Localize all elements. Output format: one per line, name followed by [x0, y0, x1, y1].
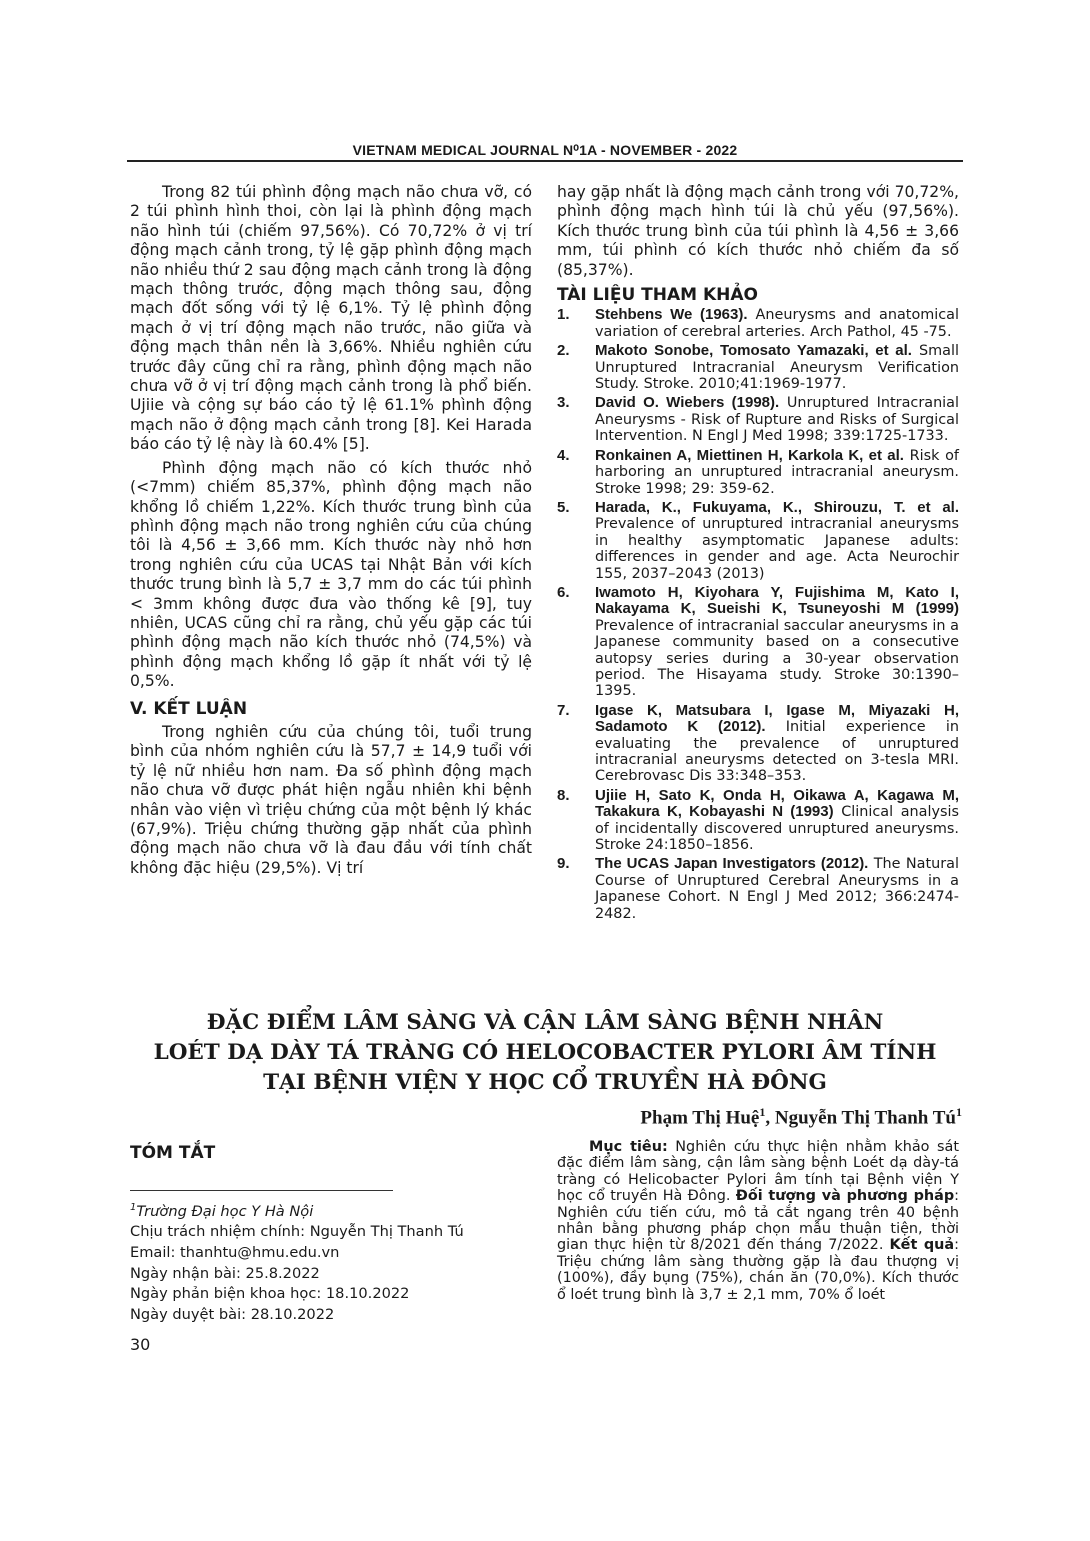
author-name: Nguyễn Thị Thanh Tú: [774, 1107, 956, 1129]
left-column: [130, 183, 532, 882]
footnotes: [130, 1198, 532, 1325]
title-line: LOÉT DẠ DÀY TÁ TRÀNG CÓ HELOCOBACTER PYLORI ÂM TÍNH: [153, 1040, 937, 1065]
discussion-paragraph-1: Trong 82 túi phình động mạch não chưa vỡ, có 2 túi phình hình thoi, còn lại là phình động mạch não hình túi (chiếm 97,56%). Có 70,72% ở vị trí động mạch cảnh trong, tỷ lệ gặp phình động mạch não nhiều thứ 2 sau động mạch cảnh trong là động mạch thông trước, động mạch thông sau, động mạch đốt sống với tỷ lệ 6,1%. Tỷ lệ phình động mạch ở vị trí động mạch não trước, não giữa và động mạch thân nền là 3,66%. Nhiều nghiên cứu trước đây cũng chỉ ra rằng, phình động mạch não chưa vỡ ở vị trí động mạch cảnh trong là phổ biến. Ujiie và cộng sự báo cáo tỷ lệ 61.1% phình động mạch não ở động mạch cảnh trong [8]. Kei Harada báo cáo tỷ lệ này là 60.4% [5].: [130, 183, 532, 454]
header-rule: [127, 160, 963, 162]
abstract-text-objective: Nghiên cứu thực hiện nhằm khảo sát đặc điểm lâm sàng, cận lâm sàng bệnh Loét dạ dày-tá tràng có Helicobacter Pylori âm tính tại Bệnh viện Y học cổ truyền Hà Đông.: [557, 1139, 959, 1205]
reference-number: 6.: [557, 583, 570, 601]
article-title: [127, 1008, 963, 1098]
reference-item: [557, 395, 959, 444]
footnote-rule: [130, 1190, 393, 1191]
abstract-label-objective: Mục tiêu:: [589, 1139, 668, 1155]
reference-text: The Natural Course of Unruptured Cerebral Aneurysms in a Japanese Cohort. N Engl J Med 2012; 366:2474-2482.: [595, 856, 959, 922]
reference-item: [557, 703, 959, 785]
abstract-text-results: : Triệu chứng lâm sàng thường gặp là đau thượng vị (100%), đầy bụng (75%), chán ăn (70,0%). Kích thước ổ loét trung bình là 3,7 ± 2,1 mm, 70% ổ loét: [557, 1237, 960, 1303]
footnote-affiliation: [130, 1198, 532, 1222]
reference-authors: The UCAS Japan Investigators (2012).: [595, 855, 869, 873]
reference-number: 8.: [557, 786, 570, 804]
affiliation-marker: 1: [759, 1105, 766, 1119]
section-heading-conclusion: V. KẾT LUẬN: [130, 698, 248, 719]
reference-authors: David O. Wiebers (1998).: [595, 394, 780, 412]
reference-authors: Ujiie H, Sato K, Onda H, Oikawa A, Kagawa M, Takakura K, Kobayashi N (1993): [595, 786, 959, 821]
abstract-heading: TÓM TẮT: [130, 1143, 216, 1163]
abstract-label-results: Kết quả: [889, 1237, 955, 1254]
footnote-received: Ngày nhận bài: 25.8.2022: [130, 1264, 320, 1282]
title-line: TẠI BỆNH VIỆN Y HỌC CỔ TRUYỀN HÀ ĐÔNG: [263, 1070, 827, 1095]
reference-text: Small Unruptured Intracranial Aneurysm Verification Study. Stroke. 2010;41:1969-1977.: [595, 343, 959, 393]
conclusion-paragraph: Trong nghiên cứu của chúng tôi, tuổi trung bình của nhóm nghiên cứu là 57,7 ± 14,9 tuổi với tỷ lệ nữ nhiều hơn nam. Đa số phình động mạch não chưa vỡ được phát hiện ngẫu nhiên khi bệnh nhân vào viện vì triệu chứng của một bệnh lý khác (67,9%). Triệu chứng thường gặp nhất của phình động mạch não chưa vỡ là đau đầu với tính chất không đặc hiệu (29,5%). Vị trí: [130, 722, 532, 877]
author-name: Phạm Thị Huệ: [640, 1107, 760, 1129]
journal-header: VIETNAM MEDICAL JOURNAL N⁰1A - NOVEMBER - 2022: [352, 142, 738, 158]
reference-number: 2.: [557, 342, 570, 360]
reference-number: 7.: [557, 701, 570, 719]
reference-item: [557, 448, 959, 497]
reference-authors: Makoto Sonobe, Tomosato Yamazaki, et al.: [595, 342, 912, 360]
affiliation-marker: 1: [956, 1105, 962, 1119]
reference-authors: Stehbens We (1963).: [595, 306, 748, 324]
author-line: [640, 1105, 962, 1129]
reference-number: 3.: [557, 394, 570, 412]
reference-item: [557, 788, 959, 854]
reference-text: Prevalence of intracranial saccular aneurysms in a Japanese community based on a consecutive autopsy series during a 30-year observation period. The Hisayama study. Stroke 30:1390–1395.: [595, 617, 959, 700]
reference-text: Unruptured Intracranial Aneurysms - Risk of Rupture and Risks of Surgical Intervention. N Engl J Med 1998; 339:1725-1733.: [595, 395, 960, 445]
reference-item: [557, 585, 959, 700]
reference-text: Prevalence of unruptured intracranial aneurysms in healthy asymptomatic Japanese adults: differences in gender and age. Acta Neurochir 155, 2037–2043 (2013): [595, 516, 959, 582]
abstract-label-methods: Đối tượng và phương pháp: [735, 1188, 955, 1205]
reference-item: [557, 856, 959, 922]
reference-authors: Ronkainen A, Miettinen H, Karkola K, et al.: [595, 446, 904, 464]
footnote-review: Ngày phản biện khoa học: 18.10.2022: [130, 1285, 410, 1303]
footnote-responsible: Chịu trách nhiệm chính: Nguyễn Thị Thanh Tú: [130, 1223, 464, 1241]
references-heading: TÀI LIỆU THAM KHẢO: [557, 285, 758, 306]
reference-number: 9.: [557, 855, 570, 873]
reference-number: 4.: [557, 446, 570, 464]
right-column: [557, 183, 959, 925]
title-line: ĐẶC ĐIỂM LÂM SÀNG VÀ CẬN LÂM SÀNG BỆNH NHÂN: [206, 1010, 884, 1035]
reference-item: [557, 500, 959, 582]
reference-authors: Iwamoto H, Kiyohara Y, Fujishima M, Kato I, Nakayama K, Sueishi K, Tsuneyoshi M (1999): [595, 583, 959, 618]
conclusion-continuation: hay gặp nhất là động mạch cảnh trong với 70,72%, phình động mạch hình túi là chủ yếu (97,56%). Kích thước trung bình của túi phình là 4,56 ± 3,66 mm, túi phình có kích thước nhỏ chiếm đa số (85,37%).: [557, 183, 959, 279]
reference-number: 1.: [557, 306, 570, 324]
footnote-email: Email: thanhtu@hmu.edu.vn: [130, 1244, 340, 1262]
reference-item: [557, 307, 959, 340]
discussion-paragraph-2: Phình động mạch não có kích thước nhỏ (<7mm) chiếm 85,37%, phình động mạch não khổng lồ chiếm 1,22%. Kích thước trung bình của phình động mạch não trong nghiên cứu của chúng tôi là 4,56 ± 3,66 mm. Kích thước này nhỏ hơn trong nghiên cứu của UCAS tại Nhật Bản với kích thước trung bình là 5,7 ± 3,7 mm do các túi phình < 3mm không được đưa vào thống kê [9], tuy nhiên, UCAS cũng chỉ ra rằng, chủ yếu gặp các túi phình động mạch não kích thước nhỏ (74,5%) và phình động mạch khổng lồ gặp ít nhất với tỷ lệ 0,5%.: [130, 458, 532, 691]
abstract-body: [557, 1139, 959, 1303]
affiliation-text: Trường Đại học Y Hà Nội: [136, 1202, 314, 1220]
affiliation-marker: 1: [130, 1202, 137, 1213]
reference-number: 5.: [557, 498, 570, 516]
reference-item: [557, 343, 959, 392]
reference-text: Aneurysms and anatomical variation of cerebral arteries. Arch Pathol, 45 -75.: [595, 307, 959, 340]
reference-text: Risk of harboring an unruptured intracranial aneurysm. Stroke 1998; 29: 359-62.: [595, 447, 959, 497]
abstract-text-methods: : Nghiên cứu tiến cứu, mô tả cắt ngang trên 40 bệnh nhân bằng phương pháp chọn mẫu thuận tiện, thời gian thực hiện từ 8/2021 đến tháng 7/2022.: [557, 1188, 959, 1254]
reference-list: [557, 307, 959, 922]
reference-authors: Igase K, Matsubara I, Igase M, Miyazaki H, Sadamoto K (2012).: [595, 701, 959, 736]
reference-authors: Harada, K., Fukuyama, K., Shirouzu, T. et al.: [595, 498, 959, 516]
reference-text: Clinical analysis of incidentally discovered unruptured aneurysms. Stroke 24:1850–1856.: [595, 804, 959, 854]
footnote-accepted: Ngày duyệt bài: 28.10.2022: [130, 1305, 335, 1323]
reference-text: Initial experience in evaluating the prevalence of unruptured intracranial aneurysms detected on 3-tesla MRI. Cerebrovasc Dis 33:348–353.: [595, 719, 959, 785]
page-number: 30: [130, 1335, 151, 1354]
author-separator: ,: [765, 1107, 775, 1129]
